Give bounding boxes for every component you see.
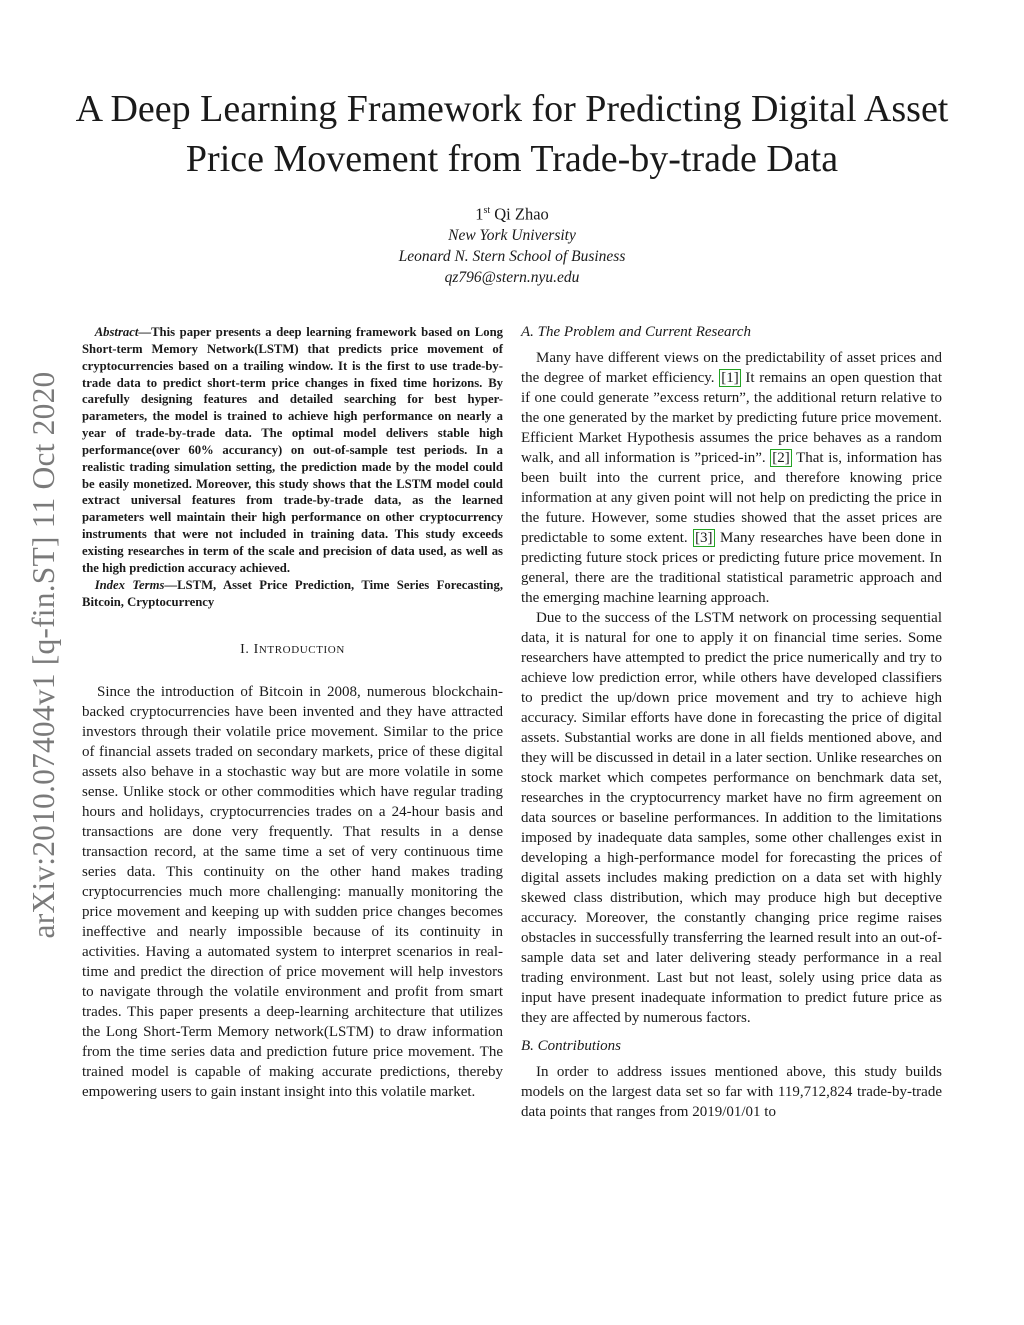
citation-link-3[interactable]: [3] xyxy=(695,530,713,546)
section-heading-rest: NTRODUCTION xyxy=(258,644,345,657)
arxiv-identifier: arXiv:2010.07404v1 [q-fin.ST] 11 Oct 2020 xyxy=(26,371,61,939)
paper-title: A Deep Learning Framework for Predicting Digital Asset Price Movement from Trade-by-trade Data xyxy=(75,88,949,180)
author-name: Qi Zhao xyxy=(494,204,549,224)
problem-text-3: That is, information has been built into the current price, and therefore knowing price information at any given point will not help on predicting the price in the future. However, some studies showed that the asset prices are predictable to some extent. xyxy=(521,450,942,546)
index-terms-label: Index Terms xyxy=(94,577,165,592)
abstract xyxy=(82,324,503,577)
left-column xyxy=(82,324,503,1102)
problem-text-4: Many researches have been done in predicting future stock prices or predicting future price movement. In general, there are the traditional statistical parametric approach and the emerging machine learning approach. xyxy=(521,530,943,606)
section-heading-initial: I xyxy=(253,642,259,658)
problem-text-2: It remains an open question that if one could generate ”excess return”, the additional return relative to the one generated by the market by predicting future price movement. Efficient Market Hypothesis assumes the price behaves as a random walk, and all information is ”priced-in”. xyxy=(521,370,942,466)
author-university: New York University xyxy=(448,226,576,244)
author-ordinal-suffix: st xyxy=(483,205,491,216)
author-email: qz796@stern.nyu.edu xyxy=(444,268,580,286)
problem-paragraph-2: Due to the success of the LSTM network on processing sequential data, it is natural for one to apply it on financial time series. Some researchers have attempted to predict the price numerically and try to achieve low prediction error, while others have developed classifiers to predict the up/down price movement and try to achieve high accuracy. Similar efforts have done in forecasting the price of digital assets. Substantial works are done in all fields mentioned above, and they will be discussed in detail in a later section. Unlike researches on stock market which competes performance on benchmark data set, researches in the cryptocurrency market have no firm agreement on data sources or baseline performances. In addition to the limitations imposed by inadequate data samples, some other challenges exist in developing a high-performance model for forecasting the prices of digital assets includes making prediction on a data set with highly skewed class distribution, which may produce high but deceptive accuracy. Moreover, the constantly changing price regime raises obstacles in successfully transferring the learned result into an out-of-sample data set and later delivering steady performance in a real trading environment. Last but not least, solely using price data as input have present inadequate information to predict future price as they are affected by numerous factors. xyxy=(521,610,942,1026)
contributions-paragraph: In order to address issues mentioned above, this study builds models on the largest data set so far with 119,712,824 trade-by-trade data points that ranges from 2019/01/01 to xyxy=(521,1064,942,1120)
section-numeral: I. xyxy=(240,642,250,658)
abstract-text: —This paper presents a deep learning framework based on Long Short-term Memory Network(LSTM) that predicts price movement of cryptocurrencies based on a trailing window. It is the first to use trade-by-trade data to predict short-term price changes in fixed time horizons. By carefully designing features and detailed searching for best hyper-parameters, the model is trained to achieve high performance on nearly a year of trade-by-trade data. The optimal model delivers stable high performance(over 60% accurancy) on out-of-sample test periods. In a realistic trading simulation setting, the prediction made by the model could be easily monetized. Moreover, this study shows that the LSTM model could extract universal features from trade-by-trade data, as the learned parameters well maintain their high performance on other cryptocurrency instruments that were not included in training data. This study exceeds existing researches in term of the scale and precision of data used, as well as the high prediction accuracy achieved. xyxy=(82,325,503,575)
author-block xyxy=(212,200,812,288)
abstract-label: Abstract xyxy=(94,325,139,339)
author-school: Leonard N. Stern School of Business xyxy=(398,247,626,265)
citation-link-1[interactable]: [1] xyxy=(721,370,739,386)
index-terms-text: —LSTM, Asset Price Prediction, Time Series Forecasting, Bitcoin, Cryptocurrency xyxy=(82,577,504,609)
section-heading-introduction xyxy=(82,642,503,658)
citation-link-2[interactable]: [2] xyxy=(772,450,790,466)
subsection-heading-problem: A. The Problem and Current Research xyxy=(521,324,751,340)
subsection-heading-contributions: B. Contributions xyxy=(521,1038,622,1054)
author-ordinal: 1 xyxy=(475,204,484,224)
author-name-line xyxy=(212,200,812,225)
intro-paragraph: Since the introduction of Bitcoin in 2008, numerous blockchain-backed cryptocurrencies have been invented and they have attracted investors through their volatile price movement. Similar to the price of financial assets traded on secondary markets, price of these digital assets also behave in a stochastic way but are more volatile in some sense. Unlike stock or other commodities which have regular trading hours and holidays, cryptocurrencies trades on a 24-hour basis and transactions are done very frequently. That results in a dense transaction record, at the same time a set of very continuous time series data. This continuity on the other hand makes trading cryptocurrencies much more challenging: manually monitoring the price movement and keeping up with sudden price changes becomes ineffective and nearly impossible because of its continuity in activities. Having a automated system to interpret scenarios in real-time and predict the direction of price movement will help investors to navigate through the volatile environment and profit from smart trades. This paper presents a deep-learning architecture that utilizes the Long Short-Term Memory network(LSTM) to draw information from the time series data and prediction future price movement. The trained model is capable of making accurate predictions, thereby empowering users to gain instant insight into this volatile market. xyxy=(82,684,503,1101)
index-terms xyxy=(82,577,503,611)
problem-text-1: Many have different views on the predictability of asset prices and the degree of market efficiency. xyxy=(521,350,942,386)
problem-paragraph-1 xyxy=(521,348,942,608)
right-column xyxy=(521,322,942,1122)
